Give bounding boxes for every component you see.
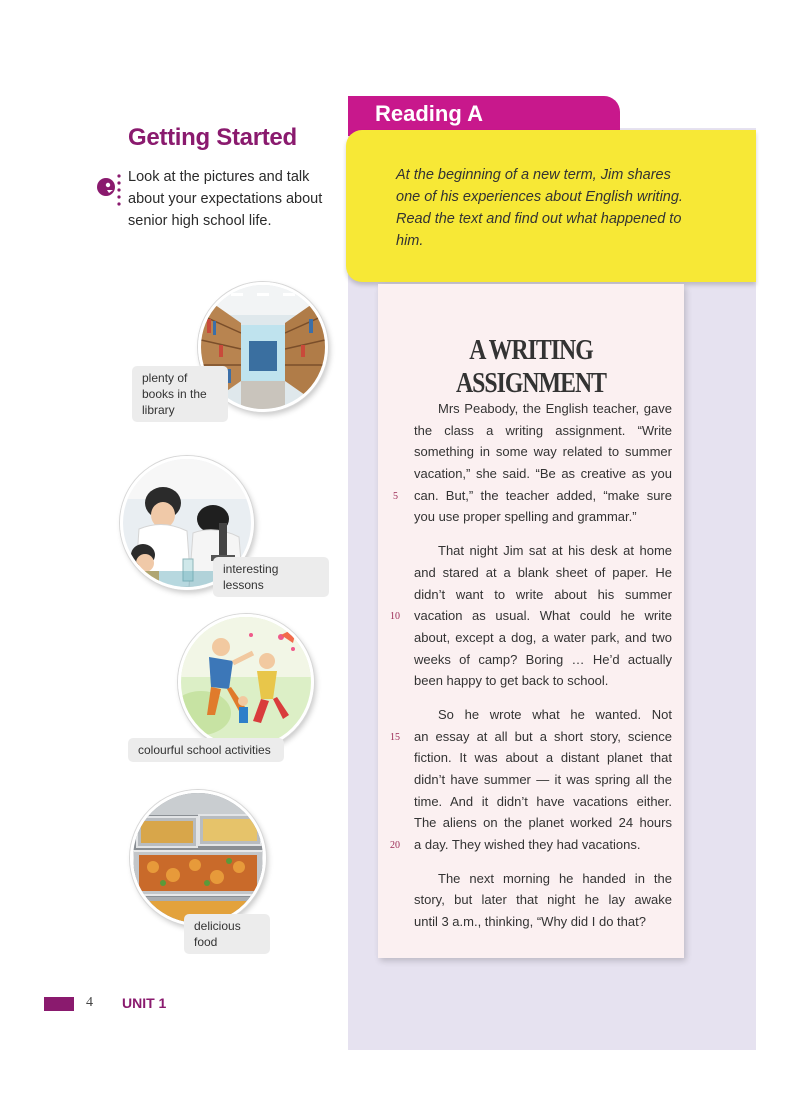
caption-lessons: interesting lessons xyxy=(213,557,329,597)
text-line: vacation,” she said. “Be as creative as you xyxy=(414,466,672,482)
text-line: The next morning he handed in the xyxy=(438,870,672,886)
text-line: about, except a dog, a water park, and two xyxy=(414,629,672,645)
getting-started-instruction: Look at the pictures and talk about your expectations about senior high school life. xyxy=(128,169,323,229)
text-line: and stared at a blank sheet of paper. He xyxy=(414,564,672,580)
talk-icon xyxy=(96,172,122,206)
reading-a-heading: Reading A xyxy=(375,101,483,126)
story-title: A WRITING ASSIGNMENT xyxy=(455,334,607,399)
text-line: until 3 a.m., thinking, “Why did I do that? xyxy=(414,914,646,930)
text-line: didn’t have summer — it was spring all the xyxy=(414,772,672,787)
line-number-20: 20 xyxy=(390,840,400,851)
text-line: The aliens on the planet worked 24 hours xyxy=(414,815,672,831)
line-number-10: 10 xyxy=(390,611,400,622)
unit-label: UNIT 1 xyxy=(122,995,167,1011)
text-line: didn’t want to write about his summer xyxy=(414,586,672,602)
line-number-5: 5 xyxy=(393,491,398,502)
caption-food: delicious food xyxy=(184,914,270,954)
reading-intro: At the beginning of a new term, Jim shares one of his experiences about English writing. Read the text and find out what happened to him. xyxy=(396,167,683,249)
text-line: story, but later that night he lay awake xyxy=(414,892,672,908)
caption-activities: colourful school activities xyxy=(128,738,284,762)
caption-library: plenty of books in the library xyxy=(132,366,228,422)
footer-color-bar xyxy=(44,997,74,1011)
text-line: an essay at all but a short story, science xyxy=(414,728,672,744)
text-line: been happy to get back to school. xyxy=(414,673,609,689)
text-line: fiction. It was about a distant planet that xyxy=(414,750,672,766)
paragraph-1 xyxy=(414,398,672,528)
getting-started-heading: Getting Started xyxy=(128,124,297,151)
text-line: So he wrote what he wanted. Not xyxy=(438,706,672,722)
text-line: weeks of camp? Boring … He’d actually xyxy=(414,651,672,667)
line-number-15: 15 xyxy=(390,732,400,743)
text-line: a day. They wished they had vacations. xyxy=(414,837,641,853)
story-text xyxy=(414,398,672,945)
paragraph-4 xyxy=(414,868,672,933)
page-number: 4 xyxy=(86,995,93,1010)
text-line: something in some way related to summer xyxy=(414,444,672,460)
text-line: That night Jim sat at his desk at home xyxy=(438,543,672,559)
text-line: the class a writing assignment. “Write xyxy=(414,422,672,438)
text-line: Mrs Peabody, the English teacher, gave xyxy=(438,401,672,416)
activities-photo xyxy=(178,614,314,750)
food-photo xyxy=(130,790,266,926)
text-line: vacation as usual. What could he write xyxy=(414,608,672,624)
paragraph-2 xyxy=(414,540,672,692)
text-line: can. But,” the teacher added, “make sure xyxy=(414,487,672,503)
text-line: you use proper spelling and grammar.” xyxy=(414,509,637,525)
paragraph-3 xyxy=(414,704,672,856)
text-line: time. And it didn’t have vacations either. xyxy=(414,793,672,809)
